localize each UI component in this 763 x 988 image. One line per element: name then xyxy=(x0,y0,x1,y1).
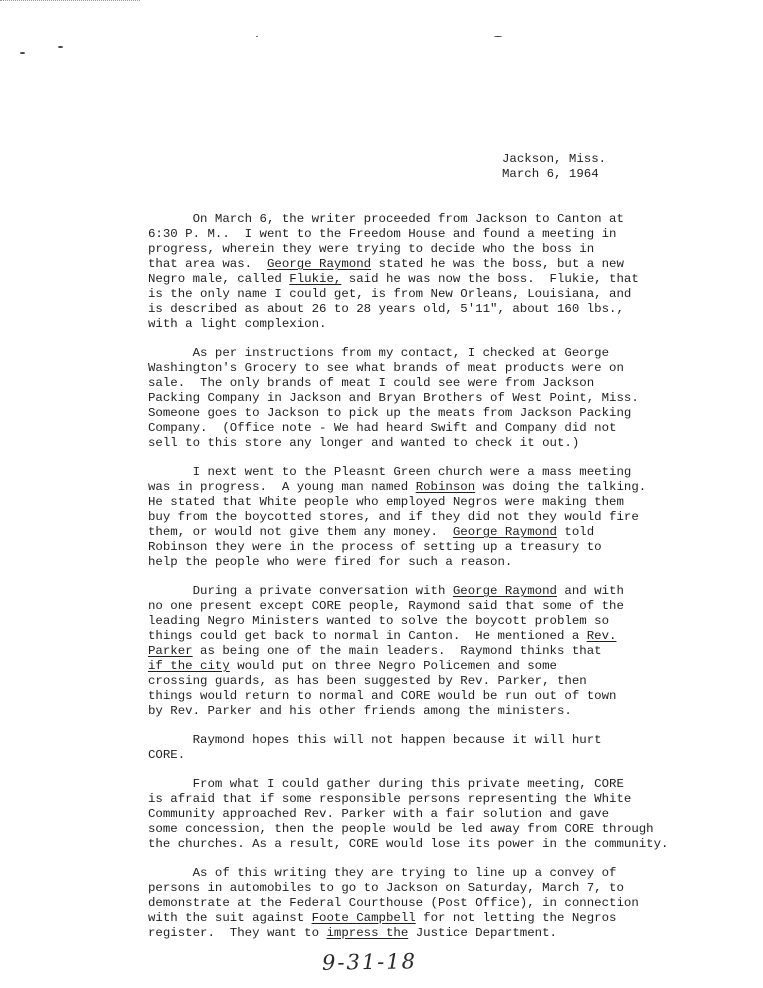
underlined-name: Flukie, xyxy=(289,272,342,286)
text-line: is afraid that if some responsible persons representing the White xyxy=(148,792,632,806)
text-line: Packing Company in Jackson and Bryan Brothers of West Point, Miss. xyxy=(148,391,639,405)
text-line: no one present except CORE people, Raymond said that some of the xyxy=(148,599,624,613)
text-span: with the suit against xyxy=(148,911,312,925)
text-span: Justice Department. xyxy=(408,926,557,940)
text-span: things could get back to normal in Canton. He mentioned a xyxy=(148,629,587,643)
top-dotted-rule xyxy=(0,0,140,3)
paragraph-gap xyxy=(148,719,688,733)
paragraph-gap xyxy=(148,852,688,866)
text-line xyxy=(148,257,688,272)
handwritten-file-number: 9-31-18 xyxy=(321,949,418,975)
text-line: help the people who were fired for such a reason. xyxy=(148,555,513,569)
text-line: As per instructions from my contact, I checked at George xyxy=(148,346,610,360)
text-span: was in progress. A young man named xyxy=(148,480,416,494)
underlined-phrase: if the city xyxy=(148,659,230,673)
text-line: CORE. xyxy=(148,748,186,762)
text-span: as being one of the main leaders. Raymond thinks that xyxy=(192,644,602,658)
text-line: Robinson they were in the process of setting up a treasury to xyxy=(148,540,602,554)
text-line: 6:30 P. M.. I went to the Freedom House and found a meeting in xyxy=(148,227,617,241)
text-line: On March 6, the writer proceeded from Jackson to Canton at xyxy=(148,212,624,226)
text-span: for not letting the Negros xyxy=(415,911,617,925)
text-line: leading Negro Ministers wanted to solve the boycott problem so xyxy=(148,614,610,628)
paragraph-gap xyxy=(148,332,688,346)
paragraph-3 xyxy=(148,465,688,570)
text-line: sale. The only brands of meat I could see were from Jackson xyxy=(148,376,595,390)
text-span: would put on three Negro Policemen and some xyxy=(229,659,557,673)
text-line xyxy=(148,272,688,287)
paragraph-gap xyxy=(148,451,688,465)
dateline-date: March 6, 1964 xyxy=(502,167,599,181)
text-span: During a private conversation with xyxy=(148,584,453,598)
text-line: is described as about 26 to 28 years old, 5'11", about 160 lbs., xyxy=(148,302,624,316)
text-line xyxy=(148,629,688,644)
underlined-name: George Raymond xyxy=(452,525,557,539)
paragraph-1 xyxy=(148,212,688,332)
memo-body xyxy=(148,212,688,941)
text-line: demonstrate at the Federal Courthouse (Post Office), in connection xyxy=(148,896,639,910)
text-line: crossing guards, as has been suggested by Rev. Parker, then xyxy=(148,674,587,688)
text-line: Washington's Grocery to see what brands of meat products were on xyxy=(148,361,624,375)
underlined-name: Parker xyxy=(148,644,193,658)
paragraph-6 xyxy=(148,777,688,852)
text-span: said he was now the boss. Flukie, that xyxy=(341,272,639,286)
text-span: register. They want to xyxy=(148,926,327,940)
paragraph-gap xyxy=(148,763,688,777)
text-line: persons in automobiles to go to Jackson on Saturday, March 7, to xyxy=(148,881,624,895)
underlined-name: Rev. xyxy=(586,629,617,643)
paragraph-7 xyxy=(148,866,688,941)
text-line: things would return to normal and CORE would be run out of town xyxy=(148,689,617,703)
text-line: progress, wherein they were trying to decide who the boss in xyxy=(148,242,595,256)
text-line: As of this writing they are trying to line up a convey of xyxy=(148,866,617,880)
underlined-name: Robinson xyxy=(415,480,476,494)
text-line: by Rev. Parker and his other friends among the ministers. xyxy=(148,704,572,718)
paragraph-gap xyxy=(148,570,688,584)
text-span: them, or would not give them any money. xyxy=(148,525,453,539)
text-line: Raymond hopes this will not happen because it will hurt xyxy=(148,733,602,747)
underlined-name: George Raymond xyxy=(266,257,372,271)
text-line: He stated that White people who employed Negros were making them xyxy=(148,495,624,509)
text-line: is the only name I could get, is from New Orleans, Louisiana, and xyxy=(148,287,632,301)
dateline xyxy=(502,152,606,182)
text-line: sell to this store any longer and wanted to check it out.) xyxy=(148,436,580,450)
paragraph-5 xyxy=(148,733,688,763)
text-line xyxy=(148,659,688,674)
dateline-place: Jackson, Miss. xyxy=(502,152,607,166)
text-line: with a light complexion. xyxy=(148,317,327,331)
paragraph-4 xyxy=(148,584,688,719)
paragraph-2 xyxy=(148,346,688,451)
text-span: Negro male, called xyxy=(148,272,290,286)
text-line: I next went to the Pleasnt Green church were a mass meeting xyxy=(148,465,632,479)
underlined-phrase: impress the xyxy=(326,926,409,940)
text-span: stated he was the boss, but a new xyxy=(371,257,624,271)
scan-speck xyxy=(20,52,25,54)
text-line: From what I could gather during this private meeting, CORE xyxy=(148,777,624,791)
text-span: that area was. xyxy=(148,257,267,271)
scan-speck xyxy=(256,36,258,37)
text-line xyxy=(148,584,688,599)
underlined-name: Foote Campbell xyxy=(311,911,416,925)
text-span: told xyxy=(556,525,595,539)
scan-speck xyxy=(58,46,63,48)
text-span: was doing the talking. xyxy=(475,480,647,494)
text-line: the churches. As a result, CORE would lose its power in the community. xyxy=(148,837,669,851)
underlined-name: George Raymond xyxy=(452,584,557,598)
text-line: Company. (Office note - We had heard Swift and Company did not xyxy=(148,421,617,435)
text-line xyxy=(148,644,688,659)
text-line: buy from the boycotted stores, and if they did not they would fire xyxy=(148,510,639,524)
text-line: some concession, then the people would be led away from CORE through xyxy=(148,822,654,836)
text-line xyxy=(148,480,688,495)
scan-speck xyxy=(494,36,502,37)
text-line xyxy=(148,525,688,540)
text-span: and with xyxy=(556,584,624,598)
text-line: Community approached Rev. Parker with a fair solution and gave xyxy=(148,807,610,821)
text-line: Someone goes to Jackson to pick up the meats from Jackson Packing xyxy=(148,406,632,420)
text-line xyxy=(148,911,688,926)
text-line xyxy=(148,926,688,941)
